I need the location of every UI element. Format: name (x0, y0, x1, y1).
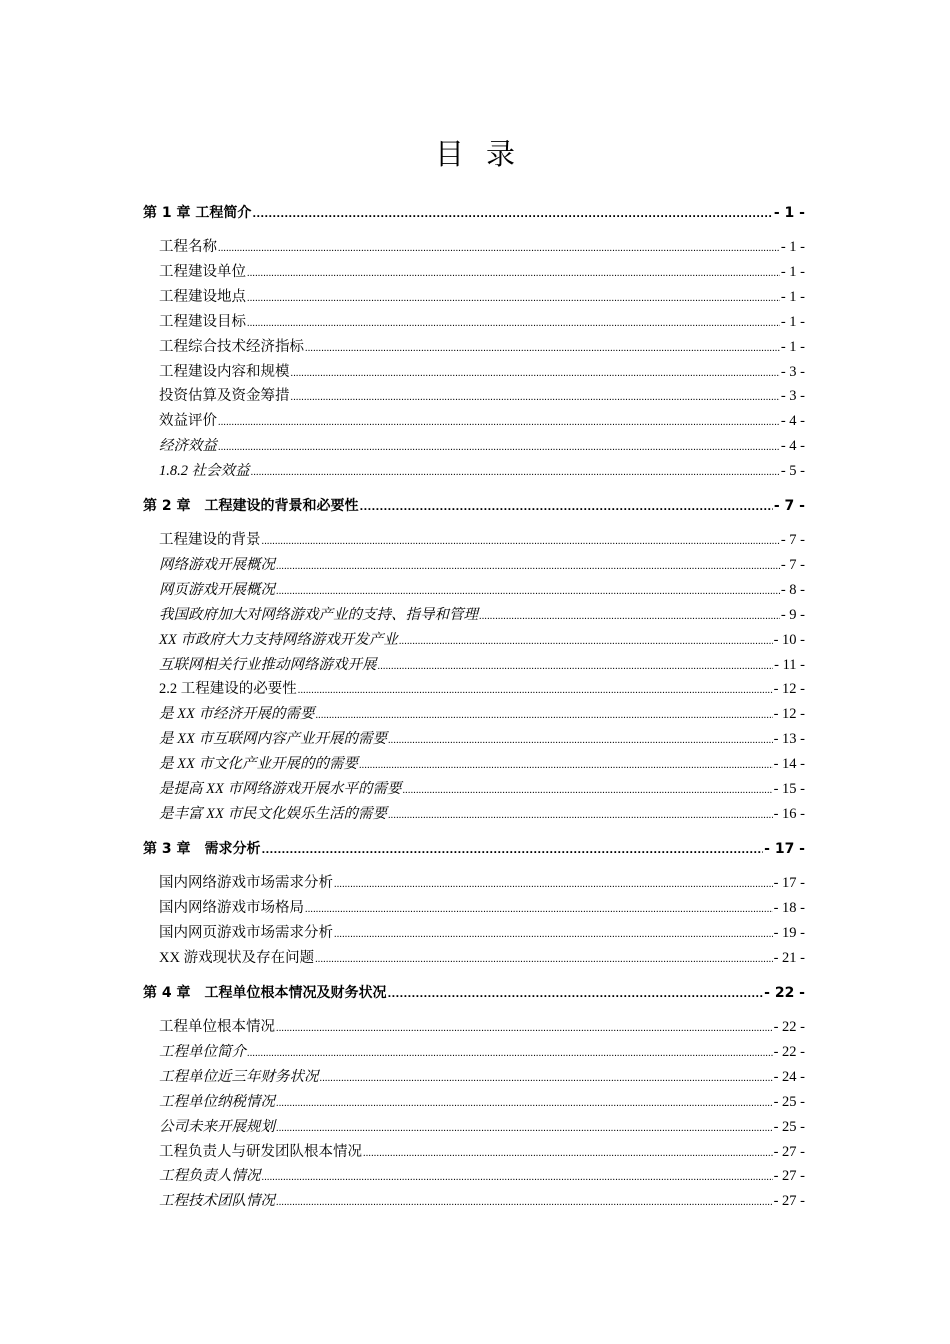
dot-leader (218, 413, 780, 433)
toc-entry-label: 第 4 章 工程单位根本情况及财务状况 (143, 985, 387, 1001)
toc-entry[interactable] (159, 287, 805, 307)
toc-page-number: - 10 - (773, 632, 805, 648)
toc-page-number: - 12 - (773, 706, 805, 722)
toc-title: 目录 (434, 137, 537, 171)
toc-page-number: - 5 - (780, 463, 805, 479)
toc-page-number: - 1 - (773, 205, 805, 221)
toc-entry-label: 我国政府加大对网络游戏产业的支持、指导和管理 (159, 607, 478, 623)
dot-leader (305, 339, 780, 359)
toc-entry[interactable] (159, 362, 805, 382)
toc-entry[interactable] (159, 898, 805, 918)
toc-entry-label: 2.2 工程建设的必要性 (159, 681, 297, 697)
toc-entry[interactable] (159, 804, 805, 824)
toc-entry-label: 工程负责人与研发团队根本情况 (159, 1144, 362, 1160)
toc-entry-label: 是丰富 XX 市民文化娱乐生活的需要 (159, 806, 387, 822)
toc-entry-label: 工程名称 (159, 239, 217, 255)
toc-entry[interactable] (159, 386, 805, 406)
dot-leader (276, 1119, 773, 1139)
toc-page-number: - 3 - (780, 364, 805, 380)
toc-page-number: - 27 - (773, 1144, 805, 1160)
toc-entry-label: 工程技术团队情况 (159, 1193, 275, 1209)
toc-entry[interactable] (159, 1042, 805, 1062)
dot-leader (247, 264, 780, 284)
toc-page-number: - 1 - (780, 314, 805, 330)
toc-entry-label: 国内网页游戏市场需求分析 (159, 925, 333, 941)
toc-page-number: - 21 - (773, 950, 805, 966)
toc-entry[interactable] (159, 337, 805, 357)
dot-leader (359, 756, 773, 776)
toc-page-number: - 14 - (773, 756, 805, 772)
toc-entry[interactable] (159, 411, 805, 431)
toc-page-number: - 1 - (780, 339, 805, 355)
toc-entry-label: 是 XX 市互联网内容产业开展的需要 (159, 731, 387, 747)
toc-page-number: - 7 - (780, 557, 805, 573)
toc-entry[interactable] (159, 779, 805, 799)
toc-entry-label: 经济效益 (159, 438, 217, 454)
toc-entry-label: 第 1 章 工程简介 (143, 205, 252, 221)
dot-leader (402, 781, 772, 801)
toc-page-number: - 1 - (780, 264, 805, 280)
toc-entry-label: 公司未来开展规划 (159, 1119, 275, 1135)
dot-leader (399, 632, 773, 652)
toc-entry[interactable] (159, 1166, 805, 1186)
toc-entry-label: 工程建设目标 (159, 314, 246, 330)
toc-chapter-heading[interactable] (143, 496, 805, 516)
dot-leader (247, 289, 780, 309)
toc-page-number: - 17 - (773, 875, 805, 891)
toc-page-number: - 11 - (774, 657, 805, 673)
toc-entry-label: 网络游戏开展概况 (159, 557, 275, 573)
toc-page-number: - 4 - (780, 413, 805, 429)
toc-entry[interactable] (159, 1117, 805, 1137)
toc-entry-label: 国内网络游戏市场需求分析 (159, 875, 333, 891)
toc-page-number: - 22 - (773, 1044, 805, 1060)
toc-entry[interactable] (159, 461, 805, 481)
toc-entry[interactable] (159, 1017, 805, 1037)
toc-page-number: - 8 - (780, 582, 805, 598)
toc-entry[interactable] (159, 1067, 805, 1087)
toc-entry[interactable] (159, 923, 805, 943)
toc-entry[interactable] (159, 754, 805, 774)
toc-entry-label: 工程建设的背景 (159, 532, 261, 548)
dot-leader (360, 498, 773, 518)
dot-leader (305, 900, 773, 920)
toc-entry[interactable] (159, 605, 805, 625)
toc-page-number: - 19 - (773, 925, 805, 941)
toc-entry-label: 是 XX 市经济开展的需要 (159, 706, 315, 722)
toc-page-number: - 24 - (773, 1069, 805, 1085)
dot-leader (315, 950, 773, 970)
toc-entry-label: 工程单位近三年财务状况 (159, 1069, 319, 1085)
dot-leader (252, 205, 773, 225)
toc-page-number: - 1 - (780, 289, 805, 305)
dot-leader (262, 1168, 773, 1188)
toc-entry-label: 第 2 章 工程建设的背景和必要性 (143, 498, 359, 514)
toc-entry-label: 工程单位根本情况 (159, 1019, 275, 1035)
toc-page-number: - 18 - (773, 900, 805, 916)
toc-entry[interactable] (159, 679, 805, 699)
dot-leader (276, 1193, 773, 1213)
toc-page-number: - 15 - (773, 781, 805, 797)
toc-chapter-heading[interactable] (143, 983, 805, 1003)
toc-entry[interactable] (159, 436, 805, 456)
toc-entry-label: 第 3 章 需求分析 (143, 841, 261, 857)
toc-entry-label: 互联网相关行业推动网络游戏开展 (159, 657, 377, 673)
dot-leader (276, 582, 780, 602)
toc-entry[interactable] (159, 630, 805, 650)
dot-leader (378, 657, 774, 677)
dot-leader (262, 532, 780, 552)
toc-entry-label: XX 游戏现状及存在问题 (159, 950, 315, 966)
toc-entry[interactable] (159, 655, 805, 675)
toc-page-number: - 16 - (773, 806, 805, 822)
dot-leader (388, 731, 773, 751)
toc-entry[interactable] (159, 1092, 805, 1112)
toc-page-number: - 7 - (780, 532, 805, 548)
toc-entry-label: XX 市政府大力支持网络游戏开发产业 (159, 632, 398, 648)
dot-leader (276, 557, 780, 577)
dot-leader (218, 239, 780, 259)
toc-entry-label: 是 XX 市文化产业开展的的需要 (159, 756, 358, 772)
dot-leader (334, 875, 773, 895)
toc-page-number: - 25 - (773, 1094, 805, 1110)
dot-leader (388, 806, 773, 826)
dot-leader (291, 364, 780, 384)
toc-entry[interactable] (159, 237, 805, 257)
toc-page-number: - 13 - (773, 731, 805, 747)
toc-page-number: - 25 - (773, 1119, 805, 1135)
toc-entry-label: 工程建设地点 (159, 289, 246, 305)
dot-leader (388, 985, 764, 1005)
toc-page-number: - 27 - (773, 1168, 805, 1184)
toc-entry-label: 投资估算及资金筹措 (159, 388, 290, 404)
dot-leader (320, 1069, 773, 1089)
toc-page-number: - 12 - (773, 681, 805, 697)
toc-entry-label: 工程建设单位 (159, 264, 246, 280)
dot-leader (276, 1094, 773, 1114)
toc-entry[interactable] (159, 873, 805, 893)
toc-entry-label: 1.8.2 社会效益 (159, 463, 250, 479)
toc-entry[interactable] (159, 704, 805, 724)
dot-leader (334, 925, 773, 945)
toc-page-number: - 9 - (780, 607, 805, 623)
toc-entry-label: 国内网络游戏市场格局 (159, 900, 304, 916)
toc-entry[interactable] (159, 555, 805, 575)
dot-leader (262, 841, 764, 861)
toc-entry-label: 工程单位纳税情况 (159, 1094, 275, 1110)
dot-leader (247, 314, 780, 334)
dot-leader (363, 1144, 773, 1164)
toc-entry-label: 工程建设内容和规模 (159, 364, 290, 380)
dot-leader (315, 706, 772, 726)
toc-entry[interactable] (159, 729, 805, 749)
toc-page-number: - 1 - (780, 239, 805, 255)
toc-entry[interactable] (159, 1142, 805, 1162)
toc-page-number: - 3 - (780, 388, 805, 404)
dot-leader (247, 1044, 773, 1064)
toc-page-number: - 27 - (773, 1193, 805, 1209)
dot-leader (218, 438, 780, 458)
toc-entry-label: 工程负责人情况 (159, 1168, 261, 1184)
toc-page-number: - 22 - (764, 985, 805, 1001)
dot-leader (291, 388, 780, 408)
dot-leader (276, 1019, 773, 1039)
toc-entry[interactable] (159, 262, 805, 282)
toc-entry[interactable] (159, 1191, 805, 1211)
toc-entry-label: 效益评价 (159, 413, 217, 429)
dot-leader (298, 681, 773, 701)
toc-chapter-heading[interactable] (143, 203, 805, 223)
toc-entry[interactable] (159, 948, 805, 968)
toc-entry[interactable] (159, 580, 805, 600)
toc-entry-label: 是提高 XX 市网络游戏开展水平的需要 (159, 781, 402, 797)
toc-page-number: - 22 - (773, 1019, 805, 1035)
dot-leader (479, 607, 780, 627)
toc-entry-label: 网页游戏开展概况 (159, 582, 275, 598)
toc-entry[interactable] (159, 530, 805, 550)
toc-entry[interactable] (159, 312, 805, 332)
dot-leader (251, 463, 780, 483)
toc-page-number: - 4 - (780, 438, 805, 454)
toc-page-number: - 17 - (764, 841, 805, 857)
toc-entry-label: 工程单位简介 (159, 1044, 246, 1060)
toc-entry-label: 工程综合技术经济指标 (159, 339, 304, 355)
toc-page-number: - 7 - (773, 498, 805, 514)
toc-chapter-heading[interactable] (143, 839, 805, 859)
